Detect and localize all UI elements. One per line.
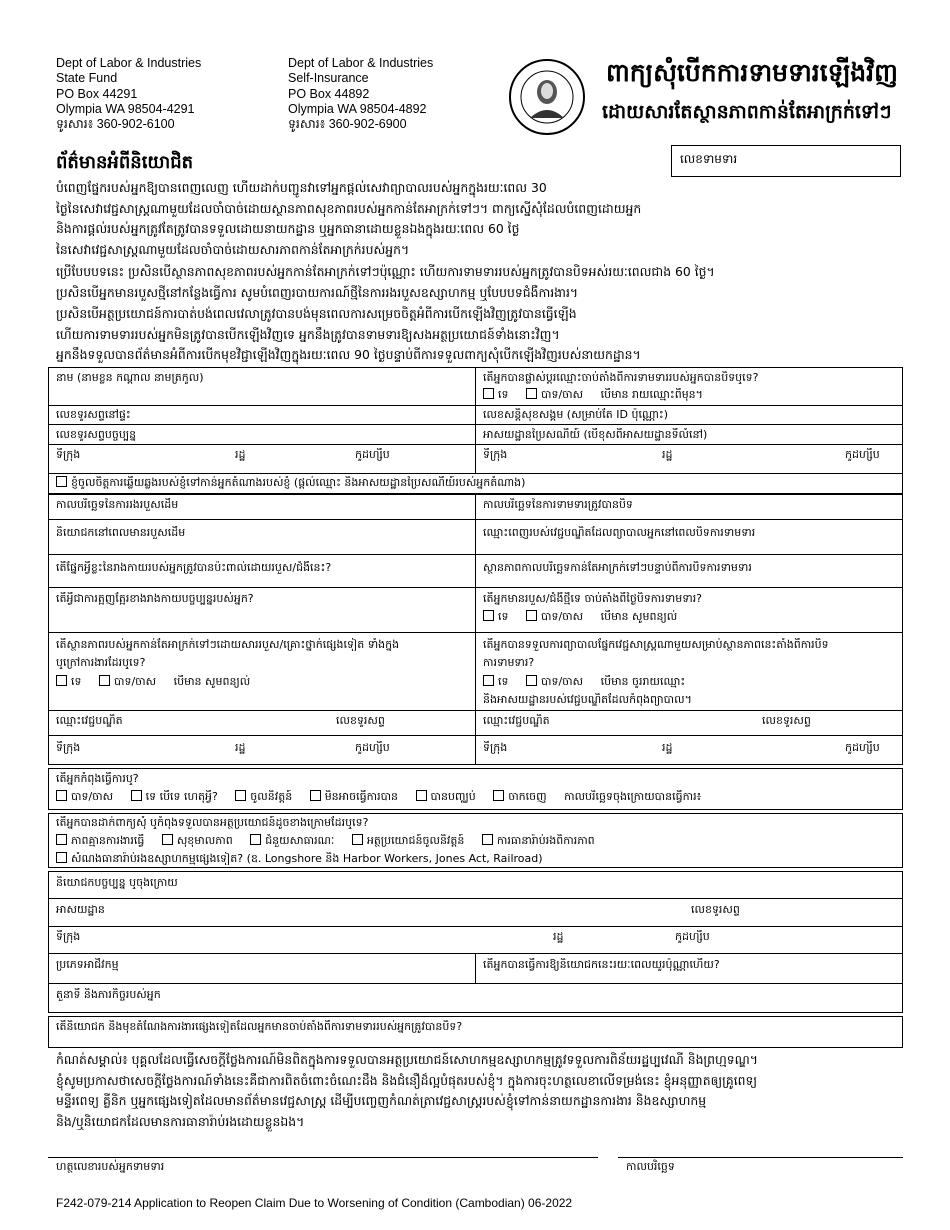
yes-checkbox[interactable] [526, 675, 537, 686]
worsening-date-field[interactable]: ស្ថានភាពកាលបរិច្ឆេទកាន់តែអាក្រក់ទៅៗបន្ទាប់ពីការបិទការទាមទារ [483, 561, 752, 574]
mail-state-field[interactable]: រដ្ឋ [662, 448, 673, 461]
doctor-at-close-field[interactable]: ឈ្មោះពេញរបស់វេជ្ជបណ្ឌិតដែលព្យាបាលអ្នកនៅពេលបិទការទាមទារ [483, 526, 756, 539]
name-field[interactable]: នាម (នាមខ្លួន កណ្ដាល នាមត្រកូល) [56, 371, 204, 384]
divider [475, 367, 476, 473]
divider [48, 405, 903, 406]
other-employers-field[interactable]: តើនិយោជក និងមុខតំណែងការងារផ្សេងទៀតដែលអ្នកមានចាប់តាំងពីការទាមទាររបស់អ្នកត្រូវបានបិទ? [56, 1020, 463, 1033]
option-label: ទេ [498, 388, 509, 401]
option-label: ជំនួយសាធារណៈ [265, 834, 335, 847]
doctor-phone-field-2[interactable]: លេខទូរសព្ទ [762, 714, 811, 727]
treatment-since-question-2: ការទាមទារ? [483, 656, 535, 669]
benefits-options [56, 834, 609, 847]
body-parts-field[interactable]: តើផ្នែកអ្វីខ្លះនៃរាងកាយរបស់អ្នកត្រូវបានប៉ះពាល់ដោយរបួស/ជំងឺនេះ? [56, 561, 332, 574]
option-label: បាទ/ចាស [71, 790, 114, 803]
intro-line: ប្រសិនបើអ្នកមានរបួសថ្មីនៅកន្លែងធ្វើការ សូមបំពេញរបាយការណ៍ថ្មីនៃការរងរបួសឧស្សាហកម្ម ឬបែបបទជំងឺការងារ។ [56, 284, 579, 300]
divider [48, 735, 903, 736]
form-subtitle: ដោយសារតែស្ថានភាពកាន់តែអាក្រក់ទៅៗ [602, 101, 892, 123]
washington-state-seal [508, 58, 586, 136]
self-insurance-address [288, 56, 433, 132]
signature-label: ហត្ថលេខារបស់អ្នកទាមទារ [56, 1160, 165, 1173]
unemployment-checkbox[interactable] [56, 834, 67, 845]
intro-line: ហើយការទាមទាររបស់អ្នកមិនត្រូវបានបើកឡើងវិញទេ អ្នកនឹងត្រូវបានទាមទារឱ្យសងអត្ថប្រយោជន៍ទាំងនោះវិញ។ [56, 326, 560, 342]
ssn-field[interactable]: លេខសន្តិសុខសង្គម (សម្រាប់តែ ID ប៉ុណ្ណោះ) [483, 408, 668, 421]
option-label: បានបញ្ឈប់ [430, 790, 476, 803]
certification-line: និង/ឬនិយោជកដែលមានការធានារ៉ាប់រងដោយខ្លួនឯង។ [56, 1113, 305, 1129]
address-line: ទូរសារ៖ 360-902-6100 [56, 117, 175, 132]
doctor-city-field-2[interactable]: ទីក្រុង [483, 741, 508, 754]
option-label: ទេ [71, 675, 82, 688]
name-changed-options [483, 388, 703, 401]
employer-phone-field[interactable]: លេខទូរសព្ទ [691, 903, 740, 916]
certification-line: កំណត់សម្គាល់៖ បុគ្គលដែលធ្វើសេចក្ដីថ្លែងការណ៍មិនពិតក្នុងការទទួលបានអត្ថប្រយោជន៍សោហកម្មឧស្សាហកម្មត្រូវទទួលការពិន័យរដ្ឋប្បវេណី និងព្រហ្មទណ្ឌ។ [56, 1052, 758, 1067]
certification-line: មន្ទីរពេទ្យ គ្លីនិក ឬអ្នកផ្សេងទៀតដែលមានព័ត៌មានវេជ្ជសាស្ត្រ ដើម្បីបញ្ចេញកំណត់ត្រាវេជ្ជសាស្ត្ររបស់ខ្ញុំទៅកាន់នាយកដ្ឋានការងារ និងឧស្សាហកម្ម [56, 1093, 707, 1108]
certification-text [56, 1050, 916, 1132]
form-title: ពាក្យសុំបើកការទាមទារឡើងវិញ [606, 58, 898, 87]
doctor-names-addresses: និងអាសយដ្ឋានរបស់វេជ្ជបណ្ឌិតដែលកំពុងព្យាបាល។ [483, 693, 692, 706]
address-line: Olympia WA 98504-4892 [288, 101, 427, 116]
retired-checkbox[interactable] [235, 790, 246, 801]
option-label: បាទ/ចាស [540, 610, 584, 623]
employer-zip-field[interactable]: កូដហ្ស៊ីប [675, 930, 710, 943]
mail-city-field[interactable]: ទីក្រុង [483, 448, 508, 461]
working-question: តើអ្នកកំពុងធ្វើការឬ? [56, 772, 139, 785]
option-note: បើមាន សូមពន្យល់ [600, 610, 678, 623]
current-complaints-field[interactable]: តើអ្វីជាការត្អូញត្អែរខាងរាងកាយបច្ចុប្បន្នរបស់អ្នក? [56, 592, 254, 605]
new-injury-options [483, 610, 677, 623]
public-assistance-checkbox[interactable] [250, 834, 261, 845]
option-label: ចូលនិវត្តន៍ [250, 790, 293, 803]
option-label: មិនអាចធ្វើការបាន [324, 790, 399, 803]
employer-address-field[interactable]: អាសយដ្ឋាន [56, 903, 105, 916]
divider [48, 587, 903, 588]
mailing-address-field[interactable]: អាសយដ្ឋានប្រៃសណីយ៍ (បើខុសពីអាសយដ្ឋានទីលំនៅ) [483, 428, 708, 441]
address-line: Self-Insurance [288, 71, 369, 86]
yes-checkbox[interactable] [526, 388, 537, 399]
intro-line: ប្រសិនបើអត្ថប្រយោជន៍ការបាត់បង់ពេលវេលាត្រូវបានបង់មុនពេលការសម្រេចចិត្តអំពីការបើកឡើងវិញត្រូវបានធ្វើឡើង [56, 306, 577, 321]
yes-checkbox[interactable] [99, 675, 110, 686]
name-changed-question: តើអ្នកបានផ្លាស់ប្ដូរឈ្មោះចាប់តាំងពីការទាមទាររបស់អ្នកបានបិទឬទេ? [483, 371, 759, 384]
intro-paragraph-3 [56, 304, 916, 366]
option-note: បើមាន រាយឈ្មោះពីមុន។ [600, 388, 703, 401]
intro-line: នៃសេវាវេជ្ជសាស្ត្រណាមួយដែលចាំបាច់ដោយសារភាពកាន់តែអាក្រក់របស់អ្នក។ [56, 241, 410, 257]
employer-state-field[interactable]: រដ្ឋ [553, 930, 564, 943]
other-insurance-checkbox[interactable] [56, 852, 67, 863]
doctor-zip-field-2[interactable]: កូដហ្ស៊ីប [845, 741, 880, 754]
option-label: ការធានារ៉ាប់រងពិការភាព [496, 834, 595, 847]
signature-line[interactable] [48, 1157, 598, 1158]
option-label: អត្ថប្រយោជន៍ចូលនិវត្តន៍ [366, 834, 465, 847]
working-options [56, 790, 701, 803]
claim-number-field[interactable] [671, 145, 901, 177]
address-line: Olympia WA 98504-4291 [56, 101, 195, 116]
intro-paragraph-2 [56, 262, 916, 303]
option-label: ទេ [498, 610, 509, 623]
welfare-checkbox[interactable] [162, 834, 173, 845]
treatment-since-question: តើអ្នកបានទទួលការព្យាបាលផ្នែកវេជ្ជសាស្ត្រណាមួយសម្រាប់ស្ថានភាពនេះតាំងពីការបិទ [483, 638, 829, 651]
address-line: PO Box 44892 [288, 86, 370, 101]
date-line[interactable] [618, 1157, 903, 1158]
retirement-benefits-checkbox[interactable] [352, 834, 363, 845]
option-note: បើមាន សូមពន្យល់ [173, 675, 251, 688]
unable-to-work-checkbox[interactable] [310, 790, 321, 801]
divider [48, 424, 903, 425]
address-line: State Fund [56, 71, 118, 86]
working-block [48, 768, 903, 810]
no-checkbox[interactable] [483, 675, 494, 686]
worse-other-injury-question: តើស្ថានភាពរបស់អ្នកកាន់តែអាក្រក់ទៅៗដោយសាររបួស/គ្រោះថ្នាក់ផ្សេងទៀត ទាំងក្នុង [56, 638, 400, 651]
state-field[interactable]: រដ្ឋ [235, 448, 246, 461]
doctor-phone-field[interactable]: លេខទូរសព្ទ [336, 714, 385, 727]
employer-at-injury-field[interactable]: និយោជកនៅពេលមានរបួសដើម [56, 526, 186, 539]
option-label: សំណងធានារ៉ាប់រងឧស្សាហកម្មផ្សេងទៀត? (ឧ. Longshore និង Harbor Workers, Jones Act, Railroad) [71, 852, 543, 865]
section-heading: ព័ត៌មានអំពីនិយោជិត [56, 152, 194, 173]
other-insurance-row [56, 852, 543, 865]
divider [48, 632, 903, 633]
doctor-name-field-2[interactable]: ឈ្មោះវេជ្ជបណ្ឌិត [483, 714, 550, 727]
divider [48, 983, 903, 984]
employer-block [48, 871, 903, 1013]
state-fund-address [56, 56, 201, 132]
employer-city-field[interactable]: ទីក្រុង [56, 930, 81, 943]
doctor-zip-field[interactable]: កូដហ្ស៊ីប [355, 741, 390, 754]
divider [48, 898, 903, 899]
representative-label: ខ្ញុំចូលចិត្តការឆ្លើយឆ្លងរបស់ខ្ញុំទៅកាន់អ្នកតំណាងរបស់ខ្ញុំ (ផ្ដល់ឈ្មោះ និងអាសយដ្ឋានប្រៃសណីយ៍របស់អ្នកតំណាង) [71, 476, 526, 489]
divider [48, 554, 903, 555]
doctor-city-field[interactable]: ទីក្រុង [56, 741, 81, 754]
divider [48, 444, 903, 445]
doctor-state-field[interactable]: រដ្ឋ [235, 741, 246, 754]
current-employer-field[interactable]: និយោជកបច្ចុប្បន្ន ឬចុងក្រោយ [56, 876, 178, 889]
option-note: បើមាន ចូររាយឈ្មោះ [600, 675, 686, 688]
job-duties-field[interactable]: តួនាទី និងភារកិច្ចរបស់អ្នក [56, 988, 161, 1001]
option-label: បាទ/ចាស [540, 388, 584, 401]
option-label: ភាពគ្មានការងារធ្វើ [71, 834, 145, 847]
option-label: ចាកចេញ [508, 790, 547, 803]
divider [48, 519, 903, 520]
representative-checkbox[interactable] [56, 476, 67, 487]
intro-paragraph-1 [56, 178, 916, 260]
doctor-name-field[interactable]: ឈ្មោះវេជ្ជបណ្ឌិត [56, 714, 123, 727]
representative-row [56, 476, 525, 489]
home-phone-field[interactable]: លេខទូរសព្ទនៅផ្ទះ [56, 408, 131, 421]
intro-line: ប្រើបែបបទនេះ ប្រសិនបើស្ថានភាពសុខភាពរបស់អ្នកកាន់តែអាក្រក់ទៅៗប៉ុណ្ណោះ ហើយការទាមទាររបស់អ្នកត្រូវបានបិទអស់រយៈពេលជាង 60 ថ្ងៃ។ [56, 264, 715, 279]
zip-field[interactable]: កូដហ្ស៊ីប [355, 448, 390, 461]
certification-line: ខ្ញុំសូមប្រកាសថាសេចក្ដីថ្លែងការណ៍ទាំងនេះគឺជាការពិតចំពោះចំណេះដឹង និងជំនឿដ៏ល្អបំផុតរបស់ខ្ញុំ។ ក្នុងការចុះហត្ថលេខាលើទម្រង់នេះ ខ្ញុំអនុញ្ញាតឲ្យគ្រូពេទ្យ [56, 1072, 758, 1088]
yes-checkbox[interactable] [526, 610, 537, 621]
address-line: Dept of Labor & Industries [288, 56, 434, 70]
no-checkbox[interactable] [483, 388, 494, 399]
address-line: Dept of Labor & Industries [56, 56, 202, 70]
form-footer: F242-079-214 Application to Reopen Claim Due to Worsening of Condition (Cambodian) 06-2022 [56, 1196, 573, 1210]
option-label: ទេ បើទេ ហេតុអ្វី? [145, 790, 218, 803]
quit-checkbox[interactable] [493, 790, 504, 801]
worse-other-injury-options [56, 675, 250, 688]
intro-line: អ្នកនឹងទទួលបានព័ត៌មានអំពីការបើកមុខវិជ្ជាឡើងវិញក្នុងរយៈពេល 90 ថ្ងៃបន្ទាប់ពីការទទួលពាក្យសុំបើកឡើងវិញរបស់នាយកដ្ឋាន។ [56, 347, 641, 362]
new-injury-question: តើអ្នកមានរបួស/ជំងឺថ្មីទេ ចាប់តាំងពីថ្ងៃបិទការទាមទារ? [483, 592, 703, 605]
treatment-since-options [483, 675, 685, 688]
no-checkbox[interactable] [483, 610, 494, 621]
intro-line: ថ្ងៃនៃសេវាវេជ្ជសាស្ត្រណាមួយដែលចាំបាច់ដោយស្ថានភាពសុខភាពរបស់អ្នកកាន់តែអាក្រក់ទៅៗ។ ពាក្យស្នើសុំដែលបំពេញដោយអ្នក [56, 200, 642, 216]
mail-zip-field[interactable]: កូដហ្ស៊ីប [845, 448, 880, 461]
option-label: បាទ/ចាស [113, 675, 157, 688]
divider [475, 953, 476, 983]
last-work-date-label: កាលបរិច្ឆេទចុងក្រោយបានធ្វើការ៖ [564, 790, 702, 803]
laid-off-checkbox[interactable] [416, 790, 427, 801]
worse-other-injury-question-2: ឬក្រៅការងារដែរឬទេ? [56, 656, 146, 669]
doctor-state-field-2[interactable]: រដ្ឋ [662, 741, 673, 754]
employment-length-field[interactable]: តើអ្នកបានធ្វើការឱ្យនិយោជកនេះរយៈពេលយូរប៉ុណ្ណាហើយ? [483, 958, 720, 971]
divider [475, 494, 476, 765]
option-label: ទេ [498, 675, 509, 688]
occupation-field[interactable]: ប្រភេទអាជីវកម្ម [56, 958, 119, 971]
option-label: សុខុមាលភាព [176, 834, 233, 847]
divider [48, 710, 903, 711]
current-phone-field[interactable]: លេខទូរសព្ទបច្ចុប្បន្ន [56, 428, 137, 441]
city-field[interactable]: ទីក្រុង [56, 448, 81, 461]
address-line: PO Box 44291 [56, 86, 138, 101]
no-why-checkbox[interactable] [131, 790, 142, 801]
benefits-question: តើអ្នកបានដាក់ពាក្យសុំ ឬកំពុងទទួលបានអត្ថប្រយោជន៍ដូចខាងក្រោមដែរឬទេ? [56, 816, 369, 829]
disability-insurance-checkbox[interactable] [482, 834, 493, 845]
address-line: ទូរសារ៖ 360-902-6900 [288, 117, 407, 132]
divider [48, 473, 903, 474]
date-label: កាលបរិច្ឆេទ [626, 1160, 675, 1173]
no-checkbox[interactable] [56, 675, 67, 686]
claim-closed-date-field[interactable]: កាលបរិច្ឆេទនៃការទាមទារត្រូវបានបិទ [483, 498, 633, 511]
option-label: បាទ/ចាស [540, 675, 584, 688]
yes-checkbox[interactable] [56, 790, 67, 801]
intro-line: បំពេញផ្នែករបស់អ្នកឱ្យបានពេញលេញ ហើយដាក់បញ្ជូនវាទៅអ្នកផ្ដល់សេវាព្យាបាលរបស់អ្នកក្នុងរយៈពេល 30 [56, 180, 547, 195]
intro-line: និងការផ្ដល់របស់អ្នកត្រូវតែត្រូវបានទទួលដោយនាយកដ្ឋាន ឬអ្នកធានាដោយខ្លួនឯងក្នុងរយៈពេល 60 ថ្ងៃ [56, 221, 520, 236]
divider [48, 926, 903, 927]
original-injury-date-field[interactable]: កាលបរិច្ឆេទនៃការរងរបួសដើម [56, 498, 179, 511]
claim-number-label: លេខទាមទារ [680, 152, 738, 166]
